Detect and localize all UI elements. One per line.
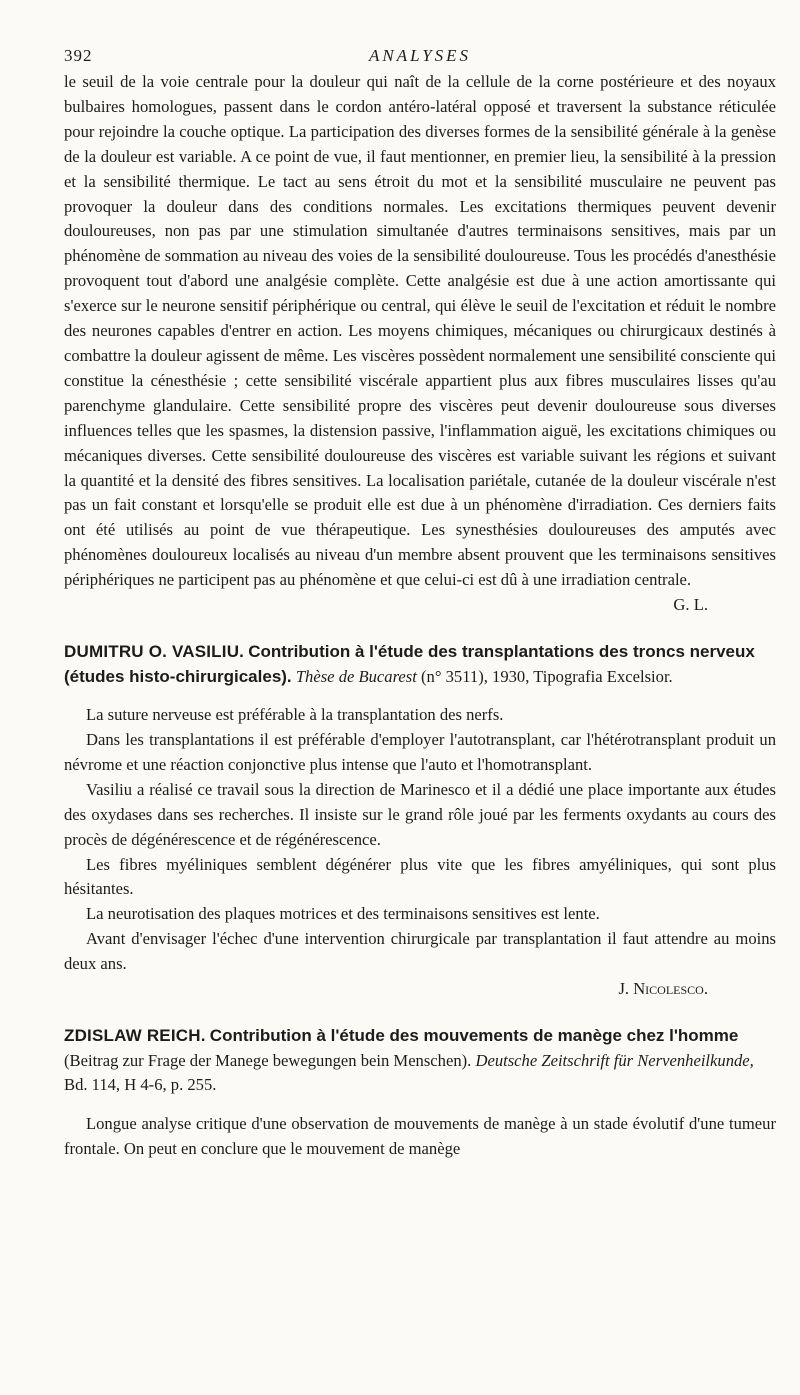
page-number: 392 — [64, 46, 93, 65]
review-title: Contribution à l'étude des transplantations des troncs nerveux (études histo-chirurgicales). — [64, 641, 755, 686]
intro-review-text: le seuil de la voie centrale pour la douleur qui naît de la cellule de la corne postérieure et des noyaux bulbaires homologues, passent dans le cordon antéro-latéral opposé et traversent la substance réticulée pour rejoindre la couche optique. La participation des diverses formes de la sensibilité générale à la genèse de la douleur est variable. A ce point de vue, il faut mentionner, en premier lieu, la sensibilité à la pression et la sensibilité thermique. Le tact au sens étroit du mot et la sensibilité musculaire ne peuvent pas provoquer la douleur dans des conditions normales. Les excitations thermiques peuvent devenir douloureuses, non pas par une stimulation simultanée d'autres terminaisons sensitives, mais par un phénomène de sommation au niveau des voies de la sensibilité douloureuse. Tous les procédés d'anesthésie provoquent tout d'abord une analgésie complète. Cette analgésie est due à une action amortissante qui s'exerce sur le neurone sensitif périphérique ou central, qui élève le seuil de l'excitation et réduit le nombre des neurones capables d'entrer en action. Les moyens chimiques, mécaniques ou chirurgicaux destinés à combattre la douleur agissent de même. Les viscères possèdent normalement une sensibilité consciente qui constitue la cénesthésie ; cette sensibilité viscérale appartient plus aux fibres musculaires lisses qu'au parenchyme glandulaire. Cette sensibilité propre des viscères peut devenir douloureuse sous diverses influences telles que les spasmes, la distension passive, l'inflammation aiguë, les excitations chimiques ou mécaniques diverses. Cette sensibilité douloureuse des viscères est variable suivant les régions et suivant la quantité et la densité des fibres sensitives. La localisation pariétale, cutanée de la douleur viscérale n'est pas un fait constant et lorsqu'elle se produit elle est due à un phénomène d'irradiation. Ces derniers faits ont été utilisés au point de vue thérapeutique. Les synesthésies douloureuses des amputés avec phénomènes douloureux localisés au niveau d'un membre absent prouvent que les terminaisons sensitives périphériques ne participent pas au phénomène et que celui-ci est dû à une irradiation centrale. — [64, 72, 776, 590]
review-citation-details: Bd. 114, H 4-6, p. 255. — [64, 1075, 217, 1095]
running-head — [64, 40, 776, 70]
review-title: Contribution à l'étude des mouvements de manège chez l'homme — [209, 1026, 739, 1045]
review-vasiliu — [64, 640, 776, 1002]
page — [64, 40, 776, 1162]
review-signature: J. Nicolesco. — [618, 979, 708, 999]
review-author: DUMITRU O. VASILIU. — [64, 641, 245, 661]
review-paragraph: Longue analyse critique d'une observation de mouvements de manège à un stade évolutif d'une tumeur frontale. On peut en conclure que le mouvement de manège — [64, 1113, 776, 1158]
review-paragraph: Dans les transplantations il est préférable d'employer l'autotransplant, car l'hétérotransplant produit un névrome et une réaction conjonctive plus intense que l'auto et l'homotransplant. — [64, 730, 776, 774]
review-paragraph: La suture nerveuse est préférable à la transplantation des nerfs. — [86, 705, 504, 725]
review-citation-source: Deutsche Zeitschrift für Nervenheilkunde, — [475, 1050, 754, 1070]
journal-title: ANALYSES — [368, 46, 472, 65]
review-reich — [64, 1024, 776, 1162]
review-heading — [64, 640, 776, 689]
review-citation-details: (n° 3511), 1930, Tipografia Excelsior. — [416, 666, 673, 686]
review-paragraph: La neurotisation des plaques motrices et des terminaisons sensitives est lente. — [86, 904, 600, 924]
review-author: ZDISLAW REICH. — [64, 1026, 206, 1045]
review-citation-translation: (Beitrag zur Frage der Manege bewegungen bein Menschen). — [64, 1050, 476, 1070]
review-paragraph: Vasiliu a réalisé ce travail sous la direction de Marinesco et il a dédié une place importante aux études des oxydases dans ses recherches. Il insiste sur le grand rôle joué par les ferments oxydants au cours des procès de dégénérescence et de régénérescence. — [64, 779, 776, 849]
intro-review-signature: G. L. — [673, 595, 708, 615]
review-heading — [64, 1024, 776, 1098]
review-paragraph: Avant d'envisager l'échec d'une intervention chirurgicale par transplantation il faut attendre au moins deux ans. — [64, 929, 776, 974]
review-citation-source: Thèse de Bucarest — [295, 666, 417, 686]
review-paragraph: Les fibres myéliniques semblent dégénérer plus vite que les fibres amyéliniques, qui sont plus hésitantes. — [64, 854, 776, 899]
